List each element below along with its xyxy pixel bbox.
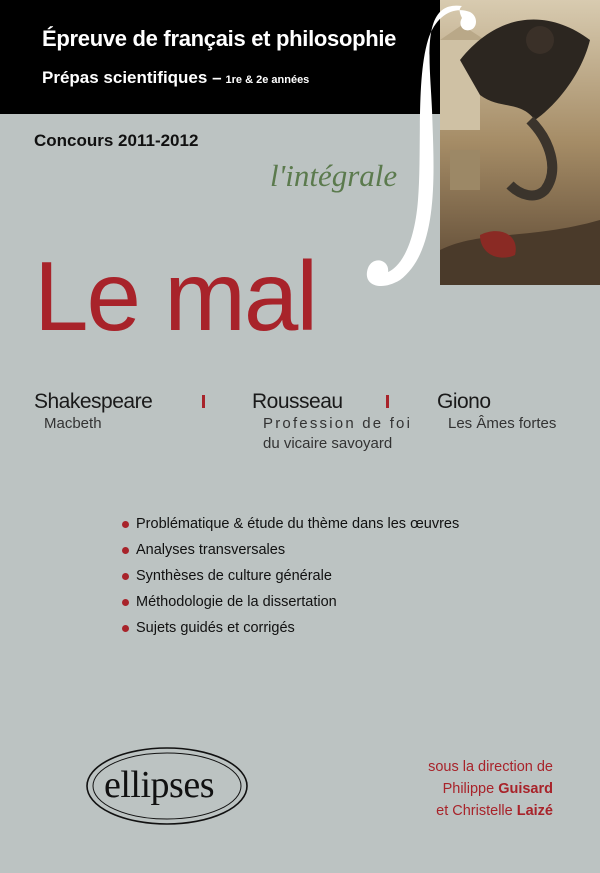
separator [386,395,389,408]
author-shakespeare: Shakespeare [34,390,153,413]
publisher-name: ellipses [104,764,214,806]
book-title: Le mal [34,241,317,351]
bullet-icon [122,573,129,580]
bullet-icon [122,625,129,632]
work-ames-fortes: Les Âmes fortes [448,415,557,432]
direction-label: sous la direction de [428,759,553,775]
feature-text: Sujets guidés et corrigés [136,620,295,636]
feature-text: Analyses transversales [136,542,286,558]
bullet-icon [122,599,129,606]
list-item [122,516,459,542]
series-subtitle-text: Prépas scientifiques – [42,68,222,87]
feature-text: Synthèses de culture générale [136,568,332,584]
list-item [122,568,459,594]
bullet-icon [122,547,129,554]
separator [202,395,205,408]
editor-1 [428,778,553,800]
series-title: Épreuve de français et philosophie [42,26,397,51]
feature-text: Méthodologie de la dissertation [136,594,337,610]
work-macbeth: Macbeth [44,415,102,432]
author-rousseau: Rousseau [252,390,343,413]
list-item [122,620,459,646]
editor-2-last: Laizé [516,803,553,819]
concours-label: Concours 2011-2012 [34,131,199,150]
author-giono: Giono [437,390,491,413]
work-profession-de-foi: Profession de foi [263,415,413,432]
bullet-icon [122,521,129,528]
list-item [122,542,459,568]
feature-text: Problématique & étude du thème dans les œuvres [136,516,460,532]
editor-2-first: et Christelle [436,803,517,819]
editor-2 [428,800,553,822]
editors-block [428,756,553,822]
work-vicaire-savoyard: du vicaire savoyard [263,435,393,452]
editor-1-first: Philippe [442,781,499,797]
series-years: 1re & 2e années [225,74,310,86]
editor-1-last: Guisard [498,781,553,797]
collection-name: l'intégrale [270,158,398,193]
feature-list [122,516,459,646]
list-item [122,594,459,620]
